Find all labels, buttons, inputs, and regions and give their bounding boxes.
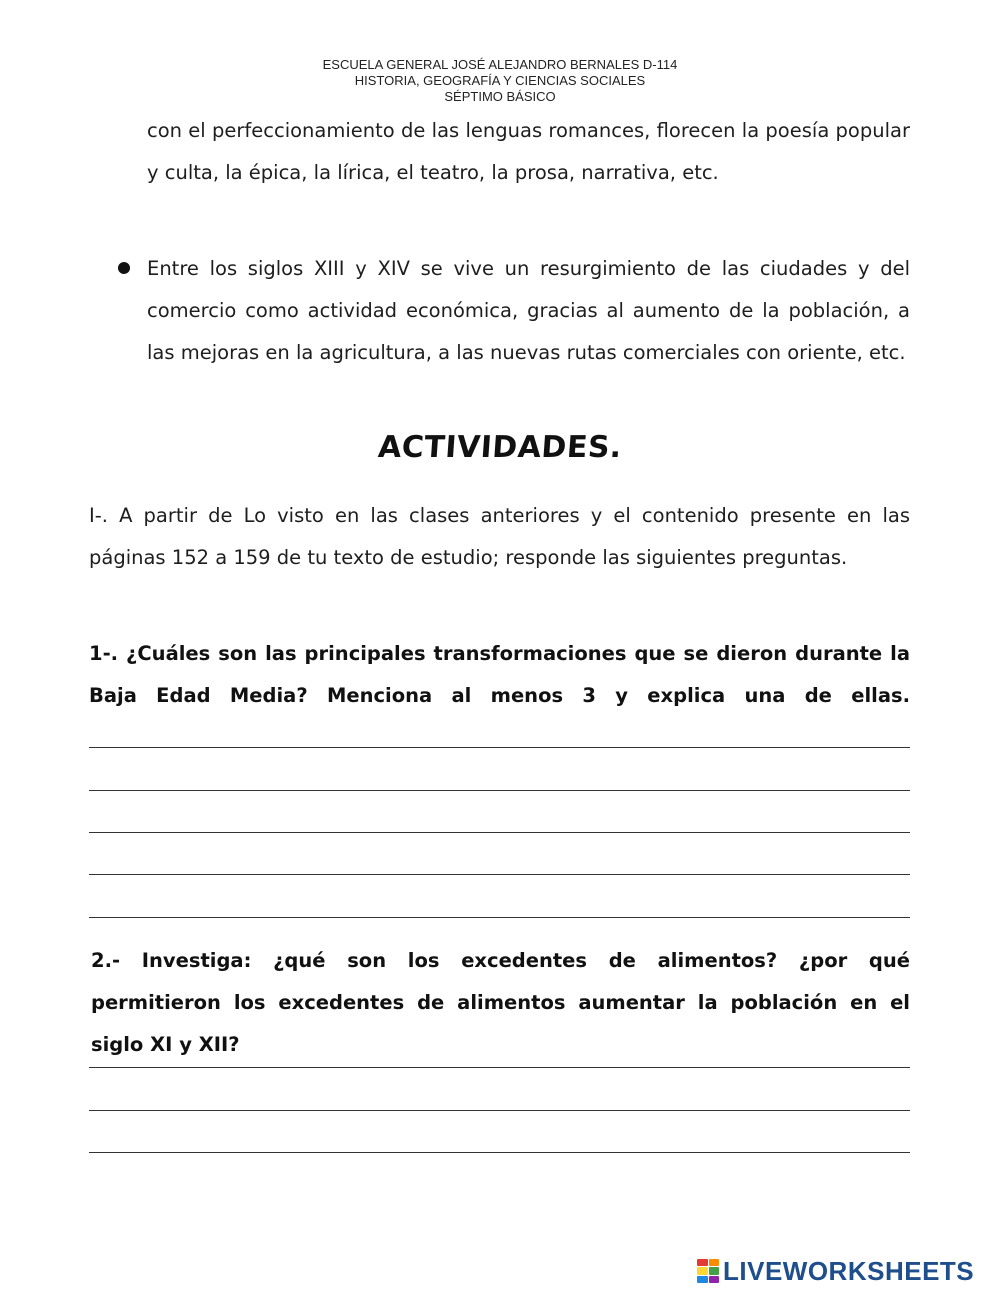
grade-level: SÉPTIMO BÁSICO [444, 89, 556, 104]
answer-line-q1-3[interactable] [89, 832, 910, 833]
answer-line-q2-3[interactable] [89, 1152, 910, 1153]
answer-line-q2-2[interactable] [89, 1110, 910, 1111]
answer-line-q1-4[interactable] [89, 874, 910, 875]
liveworksheets-logo [697, 1256, 974, 1286]
bullet-paragraph: Entre los siglos XIII y XIV se vive un resurgimiento de las ciudades y del comercio como actividad económica, gracias al aumento de la población, a las mejoras en la agricultura, a las nuevas rutas comerciales con oriente, etc. [147, 257, 910, 364]
question-2: 2.- Investiga: ¿qué son los excedentes de alimentos? ¿por qué permitieron los excedentes de alimentos aumentar la población en el siglo XI y XII? [91, 949, 910, 1056]
answer-line-q1-5[interactable] [89, 917, 910, 918]
liveworksheets-logo-icon [697, 1259, 719, 1283]
school-header [0, 57, 1000, 105]
question-1: 1-. ¿Cuáles son las principales transformaciones que se dieron durante la Baja Edad Media? Menciona al menos 3 y explica una de ellas. [89, 642, 910, 707]
logo-text: LIVEWORKSHEETS [723, 1255, 975, 1286]
school-name: ESCUELA GENERAL JOSÉ ALEJANDRO BERNALES D-114 [322, 57, 678, 72]
answer-line-q2-1[interactable] [89, 1067, 910, 1068]
subject-name: HISTORIA, GEOGRAFÍA Y CIENCIAS SOCIALES [354, 73, 646, 88]
bullet-icon [118, 262, 130, 274]
answer-line-q1-2[interactable] [89, 790, 910, 791]
activities-intro: I-. A partir de Lo visto en las clases anteriores y el contenido presente en las páginas 152 a 159 de tu texto de estudio; responde las siguientes preguntas. [89, 504, 910, 569]
answer-line-q1-1[interactable] [89, 747, 910, 748]
continuation-paragraph: con el perfeccionamiento de las lenguas romances, florecen la poesía popular y culta, la épica, la lírica, el teatro, la prosa, narrativa, etc. [147, 119, 910, 184]
activities-title: ACTIVIDADES. [376, 430, 624, 465]
